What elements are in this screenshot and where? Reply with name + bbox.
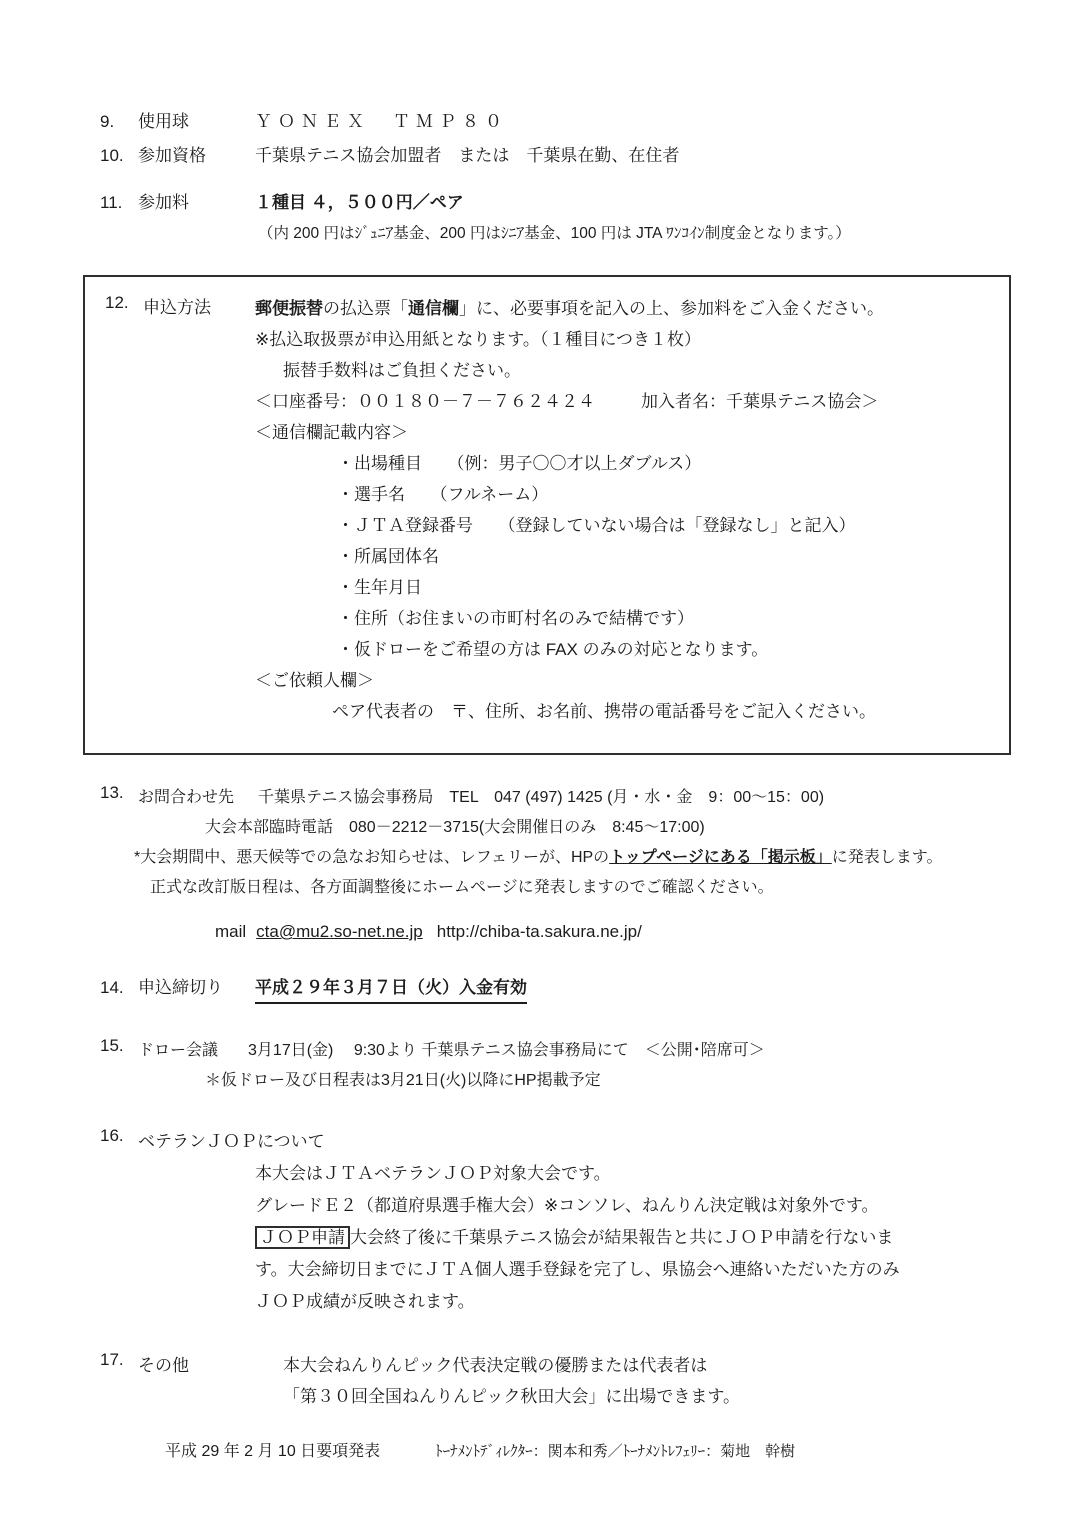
item-15-label: ドロー会議 <box>138 1042 219 1059</box>
item-12-number: 12. <box>105 293 129 312</box>
item-12-bullet-draw-fax: ・仮ドローをご希望の方は FAX のみの対応となります。 <box>337 640 769 659</box>
contact-email: cta@mu2.so-net.ne.jp <box>256 922 423 941</box>
item-12-requester-column-header: ＜ご依頼人欄＞ <box>255 671 374 690</box>
item-12-label: 申込方法 <box>143 298 211 317</box>
postal-transfer-emphasis: 郵便振替 <box>255 299 323 318</box>
item-12-line-account <box>255 386 989 417</box>
bulletin-board-emphasis: トップページにある「掲示板」 <box>609 849 832 866</box>
jop-grade-line: グレードＥ２（都道府県選手権大会）※コンソレ、ねんりん決定戦は対象外です。 <box>255 1196 879 1215</box>
item-12-bullet-event: ・出場種目 （例：男子〇〇才以上ダブルス） <box>337 454 702 473</box>
item-13-number: 13. <box>100 783 124 802</box>
item-16-number: 16. <box>100 1126 124 1145</box>
item-15-body <box>138 1036 1026 1096</box>
item-16-body <box>138 1126 1026 1318</box>
item-13-body <box>134 783 1026 945</box>
nenrin-pick-akita-line: 「第３０回全国ねんりんピック秋田大会」に出場できます。 <box>283 1387 740 1406</box>
jop-application-line <box>255 1222 1026 1254</box>
item-12-body <box>255 293 989 727</box>
item-15-number: 15. <box>100 1036 124 1055</box>
item-14-deadline-value: 平成２９年３月７日（火）入金有効 <box>255 975 527 1004</box>
mail-label: mail <box>215 922 247 941</box>
account-holder: 加入者名：千葉県テニス協会＞ <box>641 392 879 411</box>
item-13-contact <box>100 783 1026 945</box>
draw-publication-note: ＊仮ドロー及び日程表は3月21日(火)以降にHP掲載予定 <box>205 1072 601 1089</box>
tournament-officials: ﾄｰﾅﾒﾝﾄﾃﾞｨﾚｸﾀｰ：関本和秀／ﾄｰﾅﾒﾝﾄﾚﾌｪﾘｰ：菊地 幹樹 <box>435 1443 796 1460</box>
item-12-line-payment-mid: の払込票「 <box>323 299 408 318</box>
item-12-bullet-player-name: ・選手名 （フルネーム） <box>337 485 549 504</box>
revised-schedule-note: 正式な改訂版日程は、各方面調整後にホームページに発表しますのでご確認ください。 <box>150 879 774 896</box>
item-9-used-ball <box>100 110 1026 134</box>
item-11-fee-breakdown-note: （内 200 円はｼﾞｭﾆｱ基金、200 円はｼﾆｱ基金、100 円は JTA ﾜﾝｺｲﾝ制度金となります。） <box>258 225 851 242</box>
item-14-number: 14. <box>100 978 124 997</box>
item-10-number: 10. <box>100 146 124 165</box>
item-12-line-payment-end: 」に、必要事項を記入の上、参加料をご入金ください。 <box>459 299 884 318</box>
jop-results-line: ＪＯＰ成績が反映されます。 <box>255 1292 475 1311</box>
item-15-draw-meeting <box>100 1036 1026 1096</box>
jop-target-line: 本大会はＪＴＡベテランＪＯＰ対象大会です。 <box>255 1164 611 1183</box>
item-12-bullet-jta-number: ・ＪＴＡ登録番号 （登録していない場合は「登録なし」と記入） <box>337 516 856 535</box>
item-9-label: 使用球 <box>138 112 189 131</box>
footer-line <box>165 1440 1026 1464</box>
item-11-value: １種目 ４，５００円／ペア <box>255 193 464 212</box>
item-12-line-payment <box>255 293 989 324</box>
item-12-requester-note: ペア代表者の 〒、住所、お名前、携帯の電話番号をご記入ください。 <box>332 702 876 721</box>
item-11-label: 参加料 <box>138 193 189 212</box>
draw-meeting-details: 3月17日(金) 9:30より 千葉県テニス協会事務局にて ＜公開･陪席可＞ <box>248 1042 765 1059</box>
item-9-value: ＹＯＮＥＸ ＴＭＰ８０ <box>255 112 508 131</box>
jop-application-boxed-label: ＪＯＰ申請 <box>255 1226 350 1249</box>
item-15-line-main <box>138 1036 1026 1066</box>
weather-notice-post: に発表します。 <box>831 849 943 866</box>
item-9-number: 9. <box>100 112 115 131</box>
item-12-line-fee-burden: 振替手数料はご負担ください。 <box>283 361 521 380</box>
nenrin-pick-line: 本大会ねんりんピック代表決定戦の優勝または代表者は <box>283 1356 708 1375</box>
jop-registration-line: す。大会締切日までにＪＴＡ個人選手登録を完了し、県協会へ連絡いただいた方のみ <box>255 1260 900 1279</box>
publication-date: 平成 29 年 2 月 10 日要項発表 <box>165 1443 381 1460</box>
item-12-bullet-team-name: ・所属団体名 <box>337 547 439 566</box>
item-12-line-column-contents-header: ＜通信欄記載内容＞ <box>255 423 408 442</box>
item-12-bullet-birthdate: ・生年月日 <box>337 578 422 597</box>
contact-office-phone: 千葉県テニス協会事務局 TEL 047 (497) 1425 (月・水・金 9：00～15：00) <box>258 789 825 806</box>
item-17-other <box>100 1350 1026 1412</box>
application-method-box <box>83 275 1011 755</box>
item-11-entry-fee <box>100 191 1026 215</box>
item-12-application-method <box>105 293 989 727</box>
item-10-label: 参加資格 <box>138 146 206 165</box>
communication-column-emphasis: 通信欄 <box>408 299 459 318</box>
item-17-number: 17. <box>100 1350 124 1369</box>
item-14-label: 申込締切り <box>138 978 223 997</box>
item-12-line-form-note: ※払込取扱票が申込用紙となります。（１種目につき１枚） <box>255 330 702 349</box>
jop-application-rest: 大会終了後に千葉県テニス協会が結果報告と共にＪＯＰ申請を行ないま <box>350 1228 894 1247</box>
item-17-label: その他 <box>138 1356 189 1375</box>
account-number: ＜口座番号：００１８０－７－７６２４２４ <box>255 392 595 411</box>
item-10-value: 千葉県テニス協会加盟者 または 千葉県在勤、在住者 <box>255 146 680 165</box>
item-11-number: 11. <box>100 193 123 212</box>
association-url: http://chiba-ta.sakura.ne.jp/ <box>436 922 642 941</box>
item-12-bullet-address: ・住所（お住まいの市町村名のみで結構です） <box>337 609 694 628</box>
contact-hq-phone: 大会本部臨時電話 080－2212－3715(大会開催日のみ 8:45～17:00) <box>205 819 705 836</box>
item-17-line-main <box>138 1350 1026 1381</box>
weather-notice-pre: *大会期間中、悪天候等での急なお知らせは、レフェリーが、HPの <box>134 849 610 866</box>
item-17-body <box>138 1350 1026 1412</box>
item-13-line-office <box>138 783 1026 813</box>
weather-notice-line <box>134 843 1026 873</box>
item-10-eligibility <box>100 144 1026 168</box>
item-13-label: お問合わせ先 <box>138 789 235 806</box>
item-16-veteran-jop <box>100 1126 1026 1318</box>
contact-links-line <box>215 919 1026 945</box>
item-14-deadline <box>100 975 1026 1004</box>
item-16-heading: ベテランＪＯＰについて <box>138 1132 325 1151</box>
